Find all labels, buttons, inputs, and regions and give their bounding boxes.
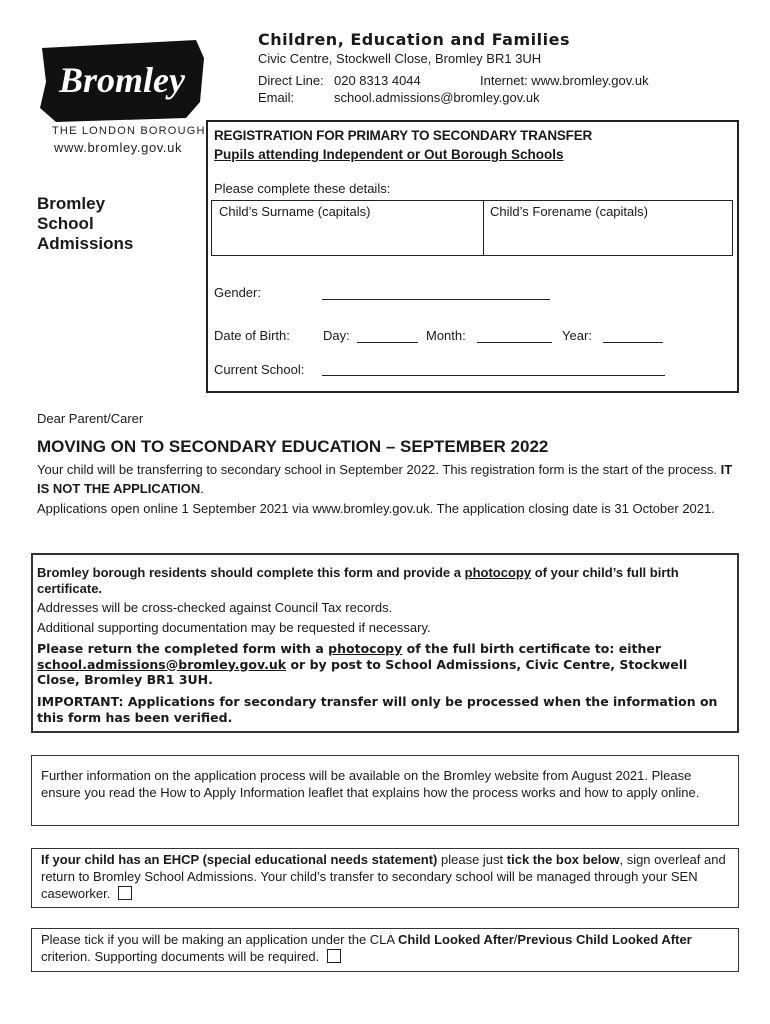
cla-checkbox[interactable] [327,949,341,963]
ehcp-plain: please just [441,852,504,867]
month-label: Month: [426,328,466,343]
form-subtitle: Pupils attending Independent or Out Borough Schools [214,147,564,162]
surname-label: Child’s Surname (capitals) [219,204,371,219]
letter-heading: MOVING ON TO SECONDARY EDUCATION – SEPTEMBER 2022 [37,437,549,456]
logo-subtitle: THE LONDON BOROUGH [52,125,206,137]
info-text: Further information on the application process will be available on the Bromley website from August 2021. Please ensure you read the How to Apply Information leaflet that explains how the process works and how to apply online. [41,768,700,800]
ehcp-text [41,851,731,902]
return-text: or by post to School Admissions, Civic Centre, Stockwell Close, Bromley BR1 3UH. [37,656,688,687]
cla-plain: criterion. Supporting documents will be required. [41,949,320,964]
residents-line: Additional supporting documentation may be requested if necessary. [37,620,431,635]
residents-photocopy: photocopy [464,565,532,580]
important-notice: IMPORTANT: Applications for secondary transfer will only be processed when the information on this form has been verified. [37,694,718,725]
logo-url: www.bromley.gov.uk [54,140,183,155]
name-divider [483,200,484,256]
day-field[interactable] [357,342,418,343]
ehcp-plain: , sign overleaf and return to Bromley School Admissions. Your child’s transfer to secondary school will be managed through your SEN caseworker. [41,852,726,901]
direct-line-label: Direct Line: [258,73,324,88]
residents-line: Addresses will be cross-checked against Council Tax records. [37,600,393,615]
month-field[interactable] [477,342,552,343]
side-title-line: School [37,214,94,233]
forename-label: Child’s Forename (capitals) [490,204,648,219]
intro-text: Your child will be transferring to secondary school in September 2022. This registration form is the start of the [37,462,665,477]
side-title [37,194,187,254]
salutation: Dear Parent/Carer [37,411,144,426]
residents-line [37,565,732,596]
department-title: Children, Education and Families [258,30,570,49]
day-label: Day: [323,328,350,343]
cla-bold: Previous Child Looked After [517,932,692,947]
email-value: school.admissions@bromley.gov.uk [334,90,540,105]
side-title-line: Admissions [37,234,134,253]
internet-value: Internet: www.bromley.gov.uk [480,73,649,88]
paragraph-intro: Your child will be transferring to secondary school in September 2022. This registration form is the start of the process. IT IS NOT THE APPLICATION. [37,462,733,496]
ehcp-checkbox[interactable] [118,886,132,900]
admissions-email-link[interactable]: school.admissions@bromley.gov.uk [37,656,287,672]
side-title-line: Bromley [37,194,106,213]
bromley-logo [36,38,208,122]
residents-text: Bromley borough residents should complete this form and provide a [37,565,462,580]
return-text: of the full birth certificate to: either [406,641,662,656]
email-label: Email: [258,90,295,105]
intro-text: process. [667,462,717,477]
cla-plain: Please tick if you will be making an application under the CLA [41,932,395,947]
residents-text: of your child’s full birth certificate. [37,565,679,596]
year-label: Year: [562,328,592,343]
return-instructions [37,641,732,688]
return-text: Please return the completed form with a [37,641,324,656]
gender-label: Gender: [214,285,261,300]
school-field[interactable] [322,375,665,376]
ehcp-bold: tick the box below [506,852,620,867]
logo-wordmark: Bromley [59,60,185,100]
school-label: Current School: [214,362,305,377]
gender-field[interactable] [322,299,550,300]
not-application-notice: IT IS NOT THE APPLICATION [37,462,733,496]
year-field[interactable] [603,342,663,343]
direct-line-value: 020 8313 4044 [334,73,421,88]
form-title: REGISTRATION FOR PRIMARY TO SECONDARY TRANSFER [214,128,593,143]
header-address: Civic Centre, Stockwell Close, Bromley BR1 3UH [258,51,542,66]
cla-bold: Child Looked After [398,932,514,947]
return-photocopy: photocopy [328,641,403,656]
dob-label: Date of Birth: [214,328,290,343]
cla-plain: / [513,932,518,947]
cla-text [41,931,731,965]
ehcp-bold: If your child has an EHCP (special educational needs statement) [41,852,438,867]
form-prompt: Please complete these details: [214,181,391,196]
paragraph-dates: Applications open online 1 September 2021 via www.bromley.gov.uk. The application closing date is 31 October 2021. [37,501,715,516]
